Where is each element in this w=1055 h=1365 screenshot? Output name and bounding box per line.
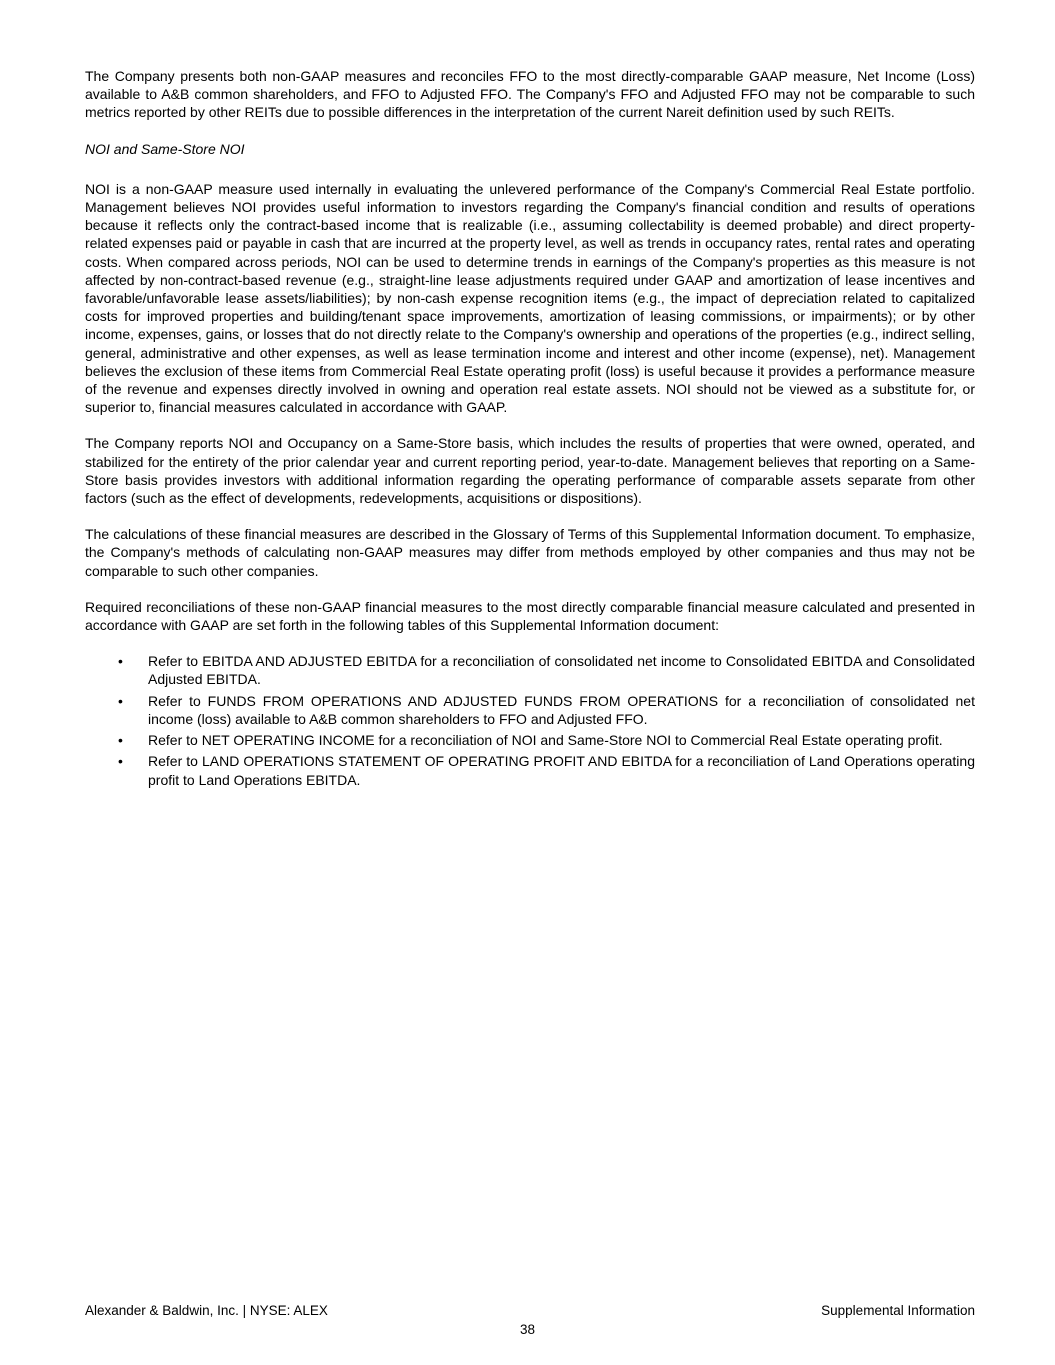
list-item-land-operations: • Refer to LAND OPERATIONS STATEMENT OF OPERATING PROFIT AND EBITDA for a reconciliation of Land Operations operating profit to Land Operations EBITDA. <box>85 752 975 788</box>
reconciliation-list <box>85 652 975 788</box>
list-item-ffo: • Refer to FUNDS FROM OPERATIONS AND ADJUSTED FUNDS FROM OPERATIONS for a reconciliation of consolidated net income (loss) available to A&B common shareholders to FFO and Adjusted FFO. <box>85 692 975 728</box>
reconciliations-paragraph: Required reconciliations of these non-GAAP financial measures to the most directly comparable financial measure calculated and presented in accordance with GAAP are set forth in the following tables of this Supplemental Information document: <box>85 598 975 634</box>
noi-definition-paragraph: NOI is a non-GAAP measure used internally in evaluating the unlevered performance of the Company's Commercial Real Estate portfolio. Management believes NOI provides useful information to investors regarding the Company's financial condition and results of operations because it reflects only the contract-based income that is realizable (i.e., assuming collectability is deemed probable) and direct property-related expenses paid or payable in cash that are incurred at the property level, as well as trends in occupancy rates, rental rates and operating costs. When compared across periods, NOI can be used to determine trends in earnings of the Company's properties as this measure is not affected by non-contract-based revenue (e.g., straight-line lease adjustments required under GAAP and amortization of lease incentives and favorable/unfavorable lease assets/liabilities); by non-cash expense recognition items (e.g., the impact of depreciation related to capitalized costs for improved properties and building/tenant space improvements, amortization of leasing commissions, or impairments); or by other income, expenses, gains, or losses that do not directly relate to the Company's ownership and operations of the properties (e.g., indirect selling, general, administrative and other expenses, as well as lease termination income and interest and other income (expense), net). Management believes the exclusion of these items from Commercial Real Estate operating profit (loss) is useful because it provides a performance measure of the revenue and expenses directly involved in owning and operation real estate assets. NOI should not be viewed as a substitute for, or superior to, financial measures calculated in accordance with GAAP. <box>85 180 975 416</box>
document-body <box>85 67 975 792</box>
list-item-noi: • Refer to NET OPERATING INCOME for a reconciliation of NOI and Same-Store NOI to Commercial Real Estate operating profit. <box>85 731 975 749</box>
same-store-paragraph: The Company reports NOI and Occupancy on a Same-Store basis, which includes the results of properties that were owned, operated, and stabilized for the entirety of the prior calendar year and current reporting period, year-to-date. Management believes that reporting on a Same-Store basis provides investors with additional information regarding the operating performance of comparable assets separate from other factors (such as the effect of developments, redevelopments, acquisitions or dispositions). <box>85 435 975 507</box>
page-number: 38 <box>519 1322 536 1337</box>
footer-company-name: Alexander & Baldwin, Inc. | NYSE: ALEX <box>85 1303 328 1318</box>
footer-document-type: Supplemental Information <box>821 1303 975 1318</box>
section-heading-noi: NOI and Same-Store NOI <box>85 140 245 157</box>
calculations-paragraph: The calculations of these financial measures are described in the Glossary of Terms of this Supplemental Information document. To emphasize, the Company's methods of calculating non-GAAP measures may differ from methods employed by other companies and thus may not be comparable to such other companies. <box>85 526 975 579</box>
intro-paragraph: The Company presents both non-GAAP measures and reconciles FFO to the most directly-comparable GAAP measure, Net Income (Loss) available to A&B common shareholders, and FFO to Adjusted FFO. The Company's FFO and Adjusted FFO may not be comparable to such metrics reported by other REITs due to possible differences in the interpretation of the current Nareit definition used by such REITs. <box>85 68 975 121</box>
page-footer <box>85 1303 975 1319</box>
list-item-ebitda: • Refer to EBITDA AND ADJUSTED EBITDA for a reconciliation of consolidated net income to Consolidated EBITDA and Consolidated Adjusted EBITDA. <box>85 652 975 688</box>
